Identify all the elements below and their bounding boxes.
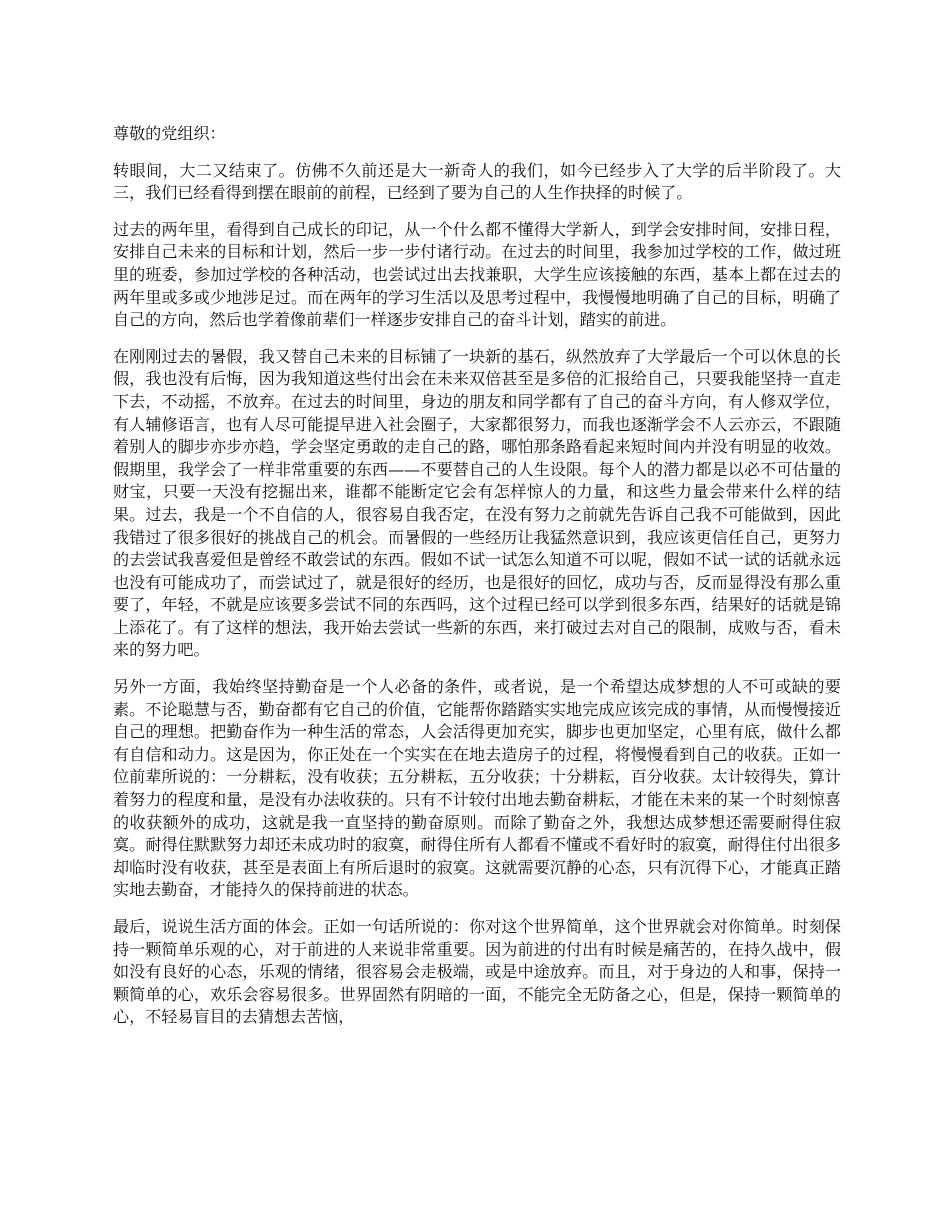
document-page xyxy=(113,123,841,1043)
salutation: 尊敬的党组织： xyxy=(113,124,226,143)
paragraph-4: 另外一方面，我始终坚持勤奋是一个人必备的条件，或者说，是一个希望达成梦想的人不可或缺的要素。不论聪慧与否，勤奋都有它自己的价值，它能帮你踏踏实实地完成应该完成的事情，从而慢慢接近自己的理想。把勤奋作为一种生活的常态，人会活得更加充实，脚步也更加坚定，心里有底，做什么都有自信和动力。这是因为，你正处在一个实实在在地去造房子的过程，将慢慢看到自己的收获。正如一位前辈所说的：一分耕耘，没有收获；五分耕耘，五分收获；十分耕耘，百分收获。太计较得失，算计着努力的程度和量，是没有办法收获的。只有不计较付出地去勤奋耕耘，才能在未来的某一个时刻惊喜的收获额外的成功，这就是我一直坚持的勤奋原则。而除了勤奋之外，我想达成梦想还需要耐得住寂寞。耐得住默默努力却还未成功时的寂寞，耐得住所有人都看不懂或不看好时的寂寞，耐得住付出很多却临时没有收获，甚至是表面上有所后退时的寂寞。这就需要沉静的心态，只有沉得下心，才能真正踏实地去勤奋，才能持久的保持前进的状态。 xyxy=(113,677,841,900)
paragraph-3: 在刚刚过去的暑假，我又替自己未来的目标铺了一块新的基石，纵然放弃了大学最后一个可以休息的长假，我也没有后悔，因为我知道这些付出会在未来双倍甚至是多倍的汇报给自己，只要我能坚持一直走下去，不动摇，不放弃。在过去的时间里，身边的朋友和同学都有了自己的奋斗方向，有人修双学位，有人辅修语言，也有人尽可能提早进入社会圈子，大家都很努力，而我也逐渐学会不人云亦云，不跟随着别人的脚步亦步亦趋，学会坚定勇敢的走自己的路，哪怕那条路看起来短时间内并没有明显的收效。假期里，我学会了一样非常重要的东西——不要替自己的人生设限。每个人的潜力都是以必不可估量的财宝，只要一天没有挖掘出来，谁都不能断定它会有怎样惊人的力量，和这些力量会带来什么样的结果。过去，我是一个不自信的人，很容易自我否定，在没有努力之前就先告诉自己我不可能做到，因此我错过了很多很好的挑战自己的机会。而暑假的一些经历让我猛然意识到，我应该更信任自己，更努力的去尝试我喜爱但是曾经不敢尝试的东西。假如不试一试怎么知道不可以呢，假如不试一试的话就永远也没有可能成功了，而尝试过了，就是很好的经历，也是很好的回忆，成功与否，反而显得没有那么重要了，年轻，不就是应该要多尝试不同的东西吗，这个过程已经可以学到很多东西，结果好的话就是锦上添花了。有了这样的想法，我开始去尝试一些新的东西，来打破过去对自己的限制，成败与否，看未来的努力吧。 xyxy=(113,346,841,660)
paragraph-1: 转眼间，大二又结束了。仿佛不久前还是大一新奇人的我们，如今已经步入了大学的后半阶段了。大三，我们已经看得到摆在眼前的前程，已经到了要为自己的人生作抉择的时候了。 xyxy=(113,160,841,203)
paragraph-5: 最后，说说生活方面的体会。正如一句话所说的：你对这个世界简单，这个世界就会对你简单。时刻保持一颗简单乐观的心，对于前进的人来说非常重要。因为前进的付出有时候是痛苦的，在持久战中，假如没有良好的心态，乐观的情绪，很容易会走极端，或是中途放弃。而且，对于身边的人和事，保持一颗简单的心，欢乐会容易很多。世界固然有阴暗的一面，不能完全无防备之心，但是，保持一颗简单的心，不轻易盲目的去猜想去苦恼， xyxy=(113,917,841,1027)
paragraph-2: 过去的两年里，看得到自己成长的印记，从一个什么都不懂得大学新人，到学会安排时间，安排日程，安排自己未来的目标和计划，然后一步一步付诸行动。在过去的时间里，我参加过学校的工作，做过班里的班委，参加过学校的各种活动，也尝试过出去找兼职，大学生应该接触的东西，基本上都在过去的两年里或多或少地涉足过。而在两年的学习生活以及思考过程中，我慢慢地明确了自己的目标，明确了自己的方向，然后也学着像前辈们一样逐步安排自己的奋斗计划，踏实的前进。 xyxy=(113,219,841,330)
